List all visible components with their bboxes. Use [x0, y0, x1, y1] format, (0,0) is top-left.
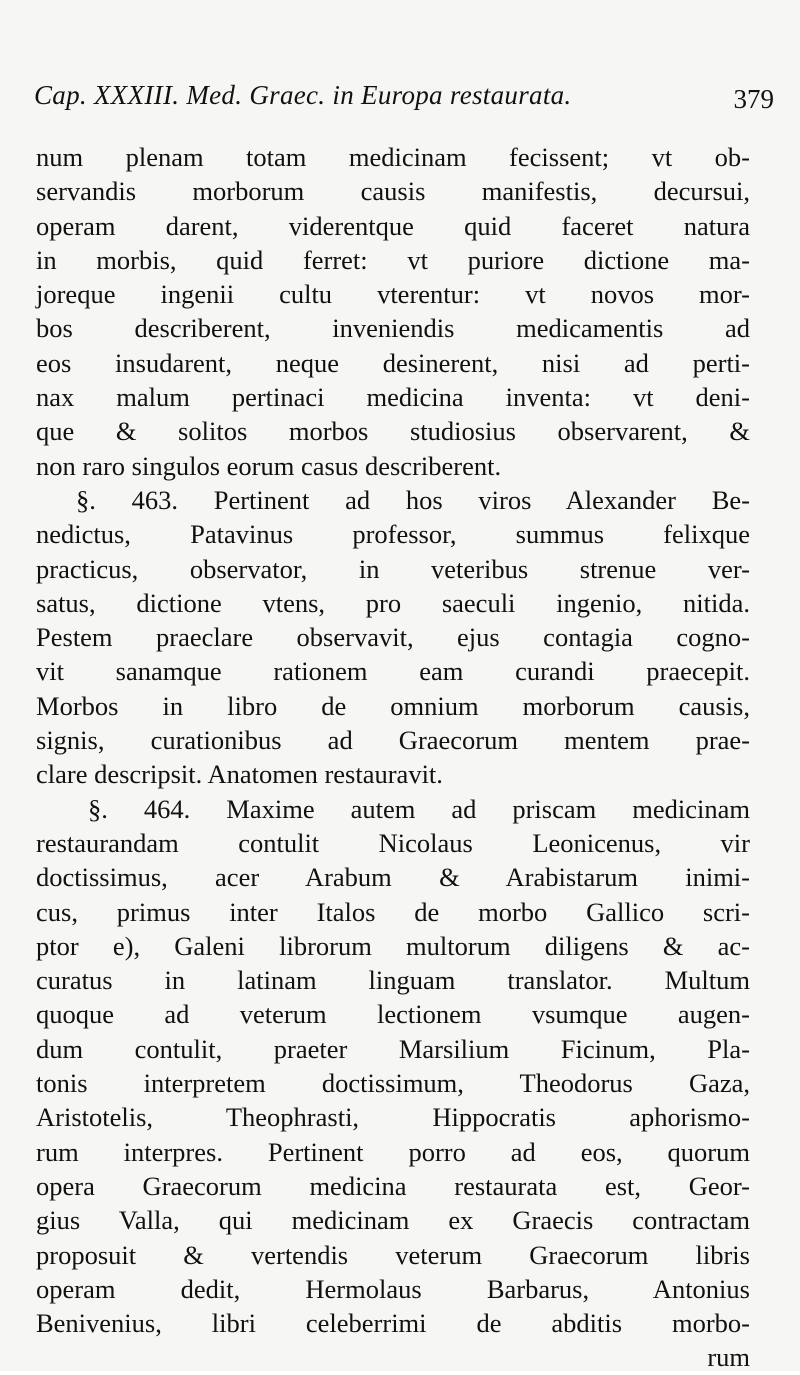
- text-line: rum interpres. Pertinent porro ad eos, quorum: [36, 1136, 750, 1167]
- text-line: quoque ad veterum lectionem vsumque augen-: [36, 999, 750, 1030]
- text-line: doctissimus, acer Arabum & Arabistarum inimi-: [36, 862, 750, 893]
- text-line: cus, primus inter Italos de morbo Gallico scri-: [36, 896, 750, 927]
- catchword: rum: [707, 1342, 750, 1373]
- text-line: Benivenius, libri celeberrimi de abditis morbo-: [36, 1308, 750, 1339]
- text-line: satus, dictione vtens, pro saeculi ingenio, nitida.: [36, 587, 750, 618]
- text-line: bos describerent, inveniendis medicamentis ad: [36, 313, 750, 344]
- text-line: vit sanamque rationem eam curandi praecepit.: [36, 656, 750, 687]
- running-header: [34, 80, 774, 124]
- text-line: clare descripsit. Anatomen restauravit.: [36, 759, 443, 790]
- text-line: nax malum pertinaci medicina inventa: vt deni-: [36, 382, 750, 413]
- page-number: 379: [733, 84, 774, 114]
- text-line: eos insudarent, neque desinerent, nisi ad perti-: [36, 347, 750, 378]
- text-line: restaurandam contulit Nicolaus Leonicenus, vir: [36, 827, 750, 858]
- text-line: opera Graecorum medicina restaurata est, Geor-: [36, 1170, 750, 1201]
- text-line: que & solitos morbos studiosius observarent, &: [36, 416, 750, 447]
- text-line: curatus in latinam linguam translator. Multum: [36, 965, 750, 996]
- text-line: Aristotelis, Theophrasti, Hippocratis aphorismo-: [36, 1102, 750, 1133]
- body-text: [36, 140, 750, 1375]
- text-line: operam dedit, Hermolaus Barbarus, Antonius: [36, 1273, 750, 1304]
- text-line: tonis interpretem doctissimum, Theodorus Gaza,: [36, 1068, 750, 1099]
- text-line: gius Valla, qui medicinam ex Graecis contractam: [36, 1205, 750, 1236]
- text-line: nedictus, Patavinus professor, summus felixque: [36, 519, 750, 550]
- text-line: servandis morborum causis manifestis, decursui,: [36, 176, 750, 207]
- text-line: joreque ingenii cultu vterentur: vt novos mor-: [36, 279, 750, 310]
- text-line: non raro singulos eorum casus describerent.: [36, 450, 502, 481]
- text-line: in morbis, quid ferret: vt puriore dictione ma-: [36, 244, 750, 275]
- chapter-title: Cap. XXXIII. Med. Graec. in Europa restaurata.: [34, 80, 572, 110]
- section-463-start: §. 463. Pertinent ad hos viros Alexander Be-: [76, 484, 750, 515]
- section-464-start: §. 464. Maxime autem ad priscam medicinam: [88, 793, 750, 824]
- text-line: practicus, observator, in veteribus strenue ver-: [36, 553, 750, 584]
- text-line: proposuit & vertendis veterum Graecorum libris: [36, 1239, 750, 1270]
- text-line: Morbos in libro de omnium morborum causis,: [36, 690, 750, 721]
- text-line: ptor e), Galeni librorum multorum diligens & ac-: [36, 930, 750, 961]
- text-line: signis, curationibus ad Graecorum mentem prae-: [36, 725, 750, 756]
- text-line: num plenam totam medicinam fecissent; vt ob-: [36, 142, 750, 172]
- text-line: dum contulit, praeter Marsilium Ficinum, Pla-: [36, 1033, 750, 1064]
- text-line: Pestem praeclare observavit, ejus contagia cogno-: [36, 622, 750, 653]
- text-line: operam darent, viderentque quid faceret natura: [36, 210, 750, 241]
